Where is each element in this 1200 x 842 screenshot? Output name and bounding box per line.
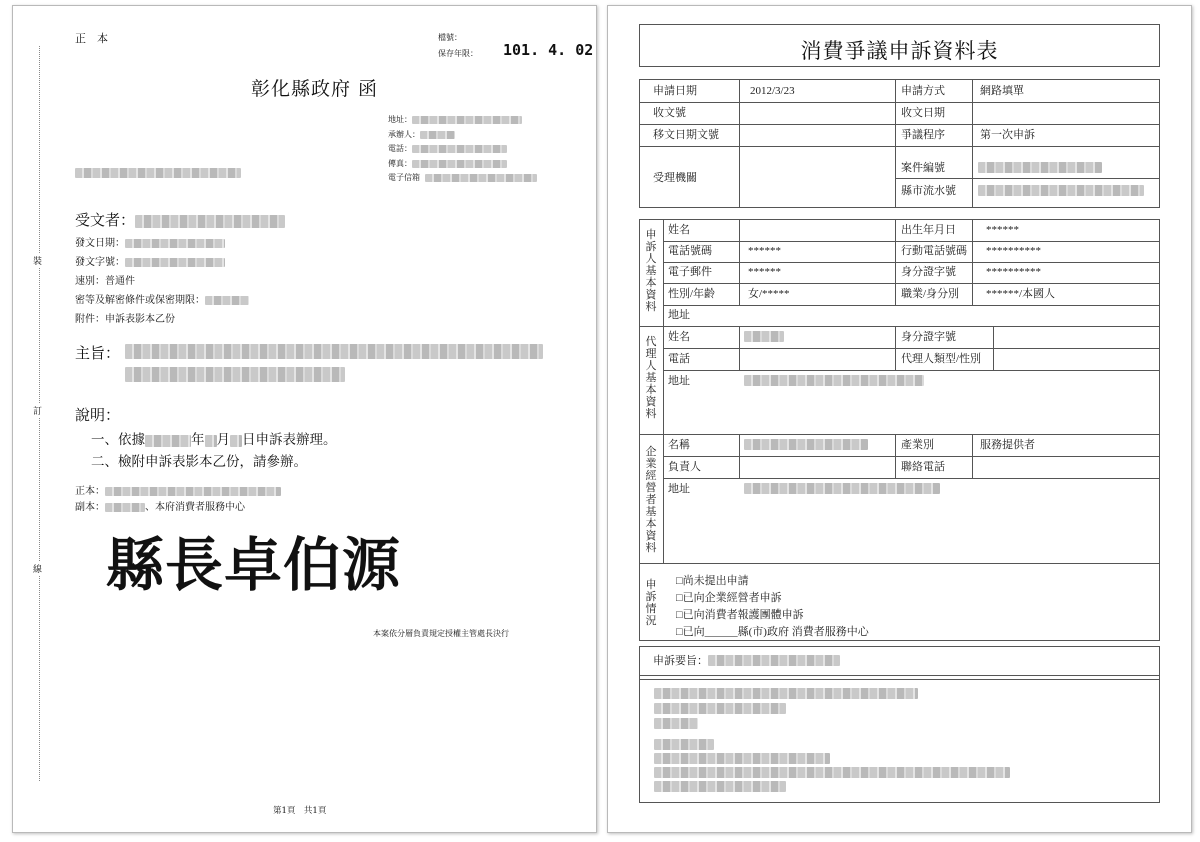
apply-date-value: 2012/3/23 [750,85,795,97]
apply-method-label: 申請方式 [901,85,945,97]
industry-value: 服務提供者 [980,439,1035,451]
job-value: ******/本國人 [986,288,1056,300]
official-letter-page [12,5,597,833]
copy-type: 正 本 [75,32,108,45]
serial-no-label: 縣市流水號 [901,185,956,197]
business-section-label: 企業經營者基本資料 [645,445,657,554]
file-number-label: 檔號： [438,33,462,42]
send-date-label: 發文日期： [75,238,125,249]
redacted-detail-7 [654,781,786,792]
phone-value: ****** [748,245,781,257]
owner-label: 負責人 [668,461,701,473]
gender-value: 女/***** [748,288,790,300]
receipt-date-label: 收文日期 [901,107,945,119]
biz-address-label: 地址 [668,483,690,495]
agent-phone-label: 電話 [668,353,690,365]
status-option-3: □已向消費者報護團體申訴 [676,609,804,621]
complaint-form-page [607,5,1192,833]
explain-item-2: 二、檢附申訴表影本乙份，請參辦。 [91,454,307,470]
birth-label: 出生年月日 [901,224,956,236]
send-number-line [75,253,225,268]
original-label: 正本： [75,486,105,497]
redacted-subject-1 [125,344,543,359]
name-label: 姓名 [668,224,690,236]
procedure-label: 爭議程序 [901,129,945,141]
receipt-no-label: 收文號 [653,107,686,119]
redacted-serial-no [978,185,1144,196]
job-label: 職業/身分別 [901,288,960,300]
explain-label: 說明： [75,406,121,424]
transfer-label: 移文日期文號 [653,129,719,141]
email-label: 電子信箱 [388,173,420,182]
redacted-biz-name [744,439,868,450]
redacted-address-block [75,168,241,178]
form-title: 消費爭議申訴資料表 [800,39,999,63]
binding-char-1: 裝 [33,254,42,267]
agent-section-label: 代理人基本資料 [645,335,657,420]
subject-label: 主旨： [75,344,121,362]
redacted-detail-3 [654,718,698,729]
case-no-label: 案件編號 [901,162,945,174]
recipient-line [75,209,285,230]
complainant-section-label: 申訴人基本資料 [645,228,657,313]
address-label: 地址： [388,115,412,124]
address-label: 地址 [668,309,690,321]
subject-line [75,342,120,363]
agency-label: 受理機關 [653,172,697,184]
copy-recipient-line: 副本： 、本府消費者服務中心 [75,502,245,513]
redacted-biz-address [744,483,940,494]
fax-label: 傳真： [388,158,412,168]
redacted-summary [708,655,840,666]
status-option-4: □已向______縣(市)政府 消費者服務中心 [676,626,869,638]
mobile-label: 行動電話號碼 [901,245,967,257]
gender-label: 性別/年齡 [668,288,716,300]
secrecy-line [75,291,249,306]
letter-title: 彰化縣政府 函 [251,78,379,100]
redacted-detail-6 [654,767,1010,778]
contact-label: 聯絡電話 [901,461,945,473]
redacted-agent-address [744,375,924,386]
agent-type-label: 代理人類型/性別 [901,353,982,365]
redacted-case-no [978,162,1102,173]
status-option-1: □尚未提出申請 [676,575,749,587]
status-section-label: 申訴情況 [645,578,657,627]
redacted-detail-1 [654,688,918,699]
redacted-detail-4 [654,739,714,750]
delegation-note: 本案依分層負責規定授權主管處長決行 [373,629,509,638]
explain-item-1: 一、依據 年 月 日申訴表辦理。 [91,432,337,448]
handler-label: 承辦人： [388,129,420,139]
attachment-line: 附件：申訴表影本乙份 [75,314,175,325]
redacted-subject-2 [125,367,345,382]
secrecy-label: 密等及解密條件或保密期限： [75,295,205,306]
redacted-detail-5 [654,753,830,764]
id-label: 身分證字號 [901,266,956,278]
summary-label: 申訴要旨： [653,655,708,667]
apply-date-label: 申請日期 [653,85,697,97]
stamp-date: 101. 4. 02 [503,41,594,59]
birth-value: ****** [986,224,1019,236]
email-label: 電子郵件 [668,266,712,278]
retention-label: 保存年限： [438,49,478,58]
binding-char-3: 線 [33,562,42,575]
status-option-2: □已向企業經營者申訴 [676,592,782,604]
original-recipient-line [75,482,281,497]
id-value: ********** [986,266,1041,278]
send-number-label: 發文字號： [75,257,125,268]
phone-label: 電話： [388,144,412,153]
agent-address-label: 地址 [668,375,690,387]
email-value: ****** [748,266,781,278]
page-footer: 第1頁 共1頁 [273,806,327,816]
redacted-agent-name [744,331,784,342]
speed-line: 速別：普通件 [75,276,135,287]
industry-label: 產業別 [901,439,934,451]
copy-label: 副本： [75,502,105,513]
redacted-detail-2 [654,703,786,714]
phone-label: 電話號碼 [668,245,712,257]
procedure-value: 第一次申訴 [980,129,1035,141]
sender-info [388,113,537,186]
agent-name-label: 姓名 [668,331,690,343]
biz-name-label: 名稱 [668,439,690,451]
recipient-label: 受文者： [75,211,136,229]
binding-char-2: 訂 [33,404,42,417]
send-date-line [75,234,225,249]
form-title-box [639,24,1160,67]
agent-id-label: 身分證字號 [901,331,956,343]
apply-method-value: 網路填單 [980,85,1024,97]
mobile-value: ********** [986,245,1041,257]
mayor-signature: 縣長卓伯源 [106,531,402,599]
